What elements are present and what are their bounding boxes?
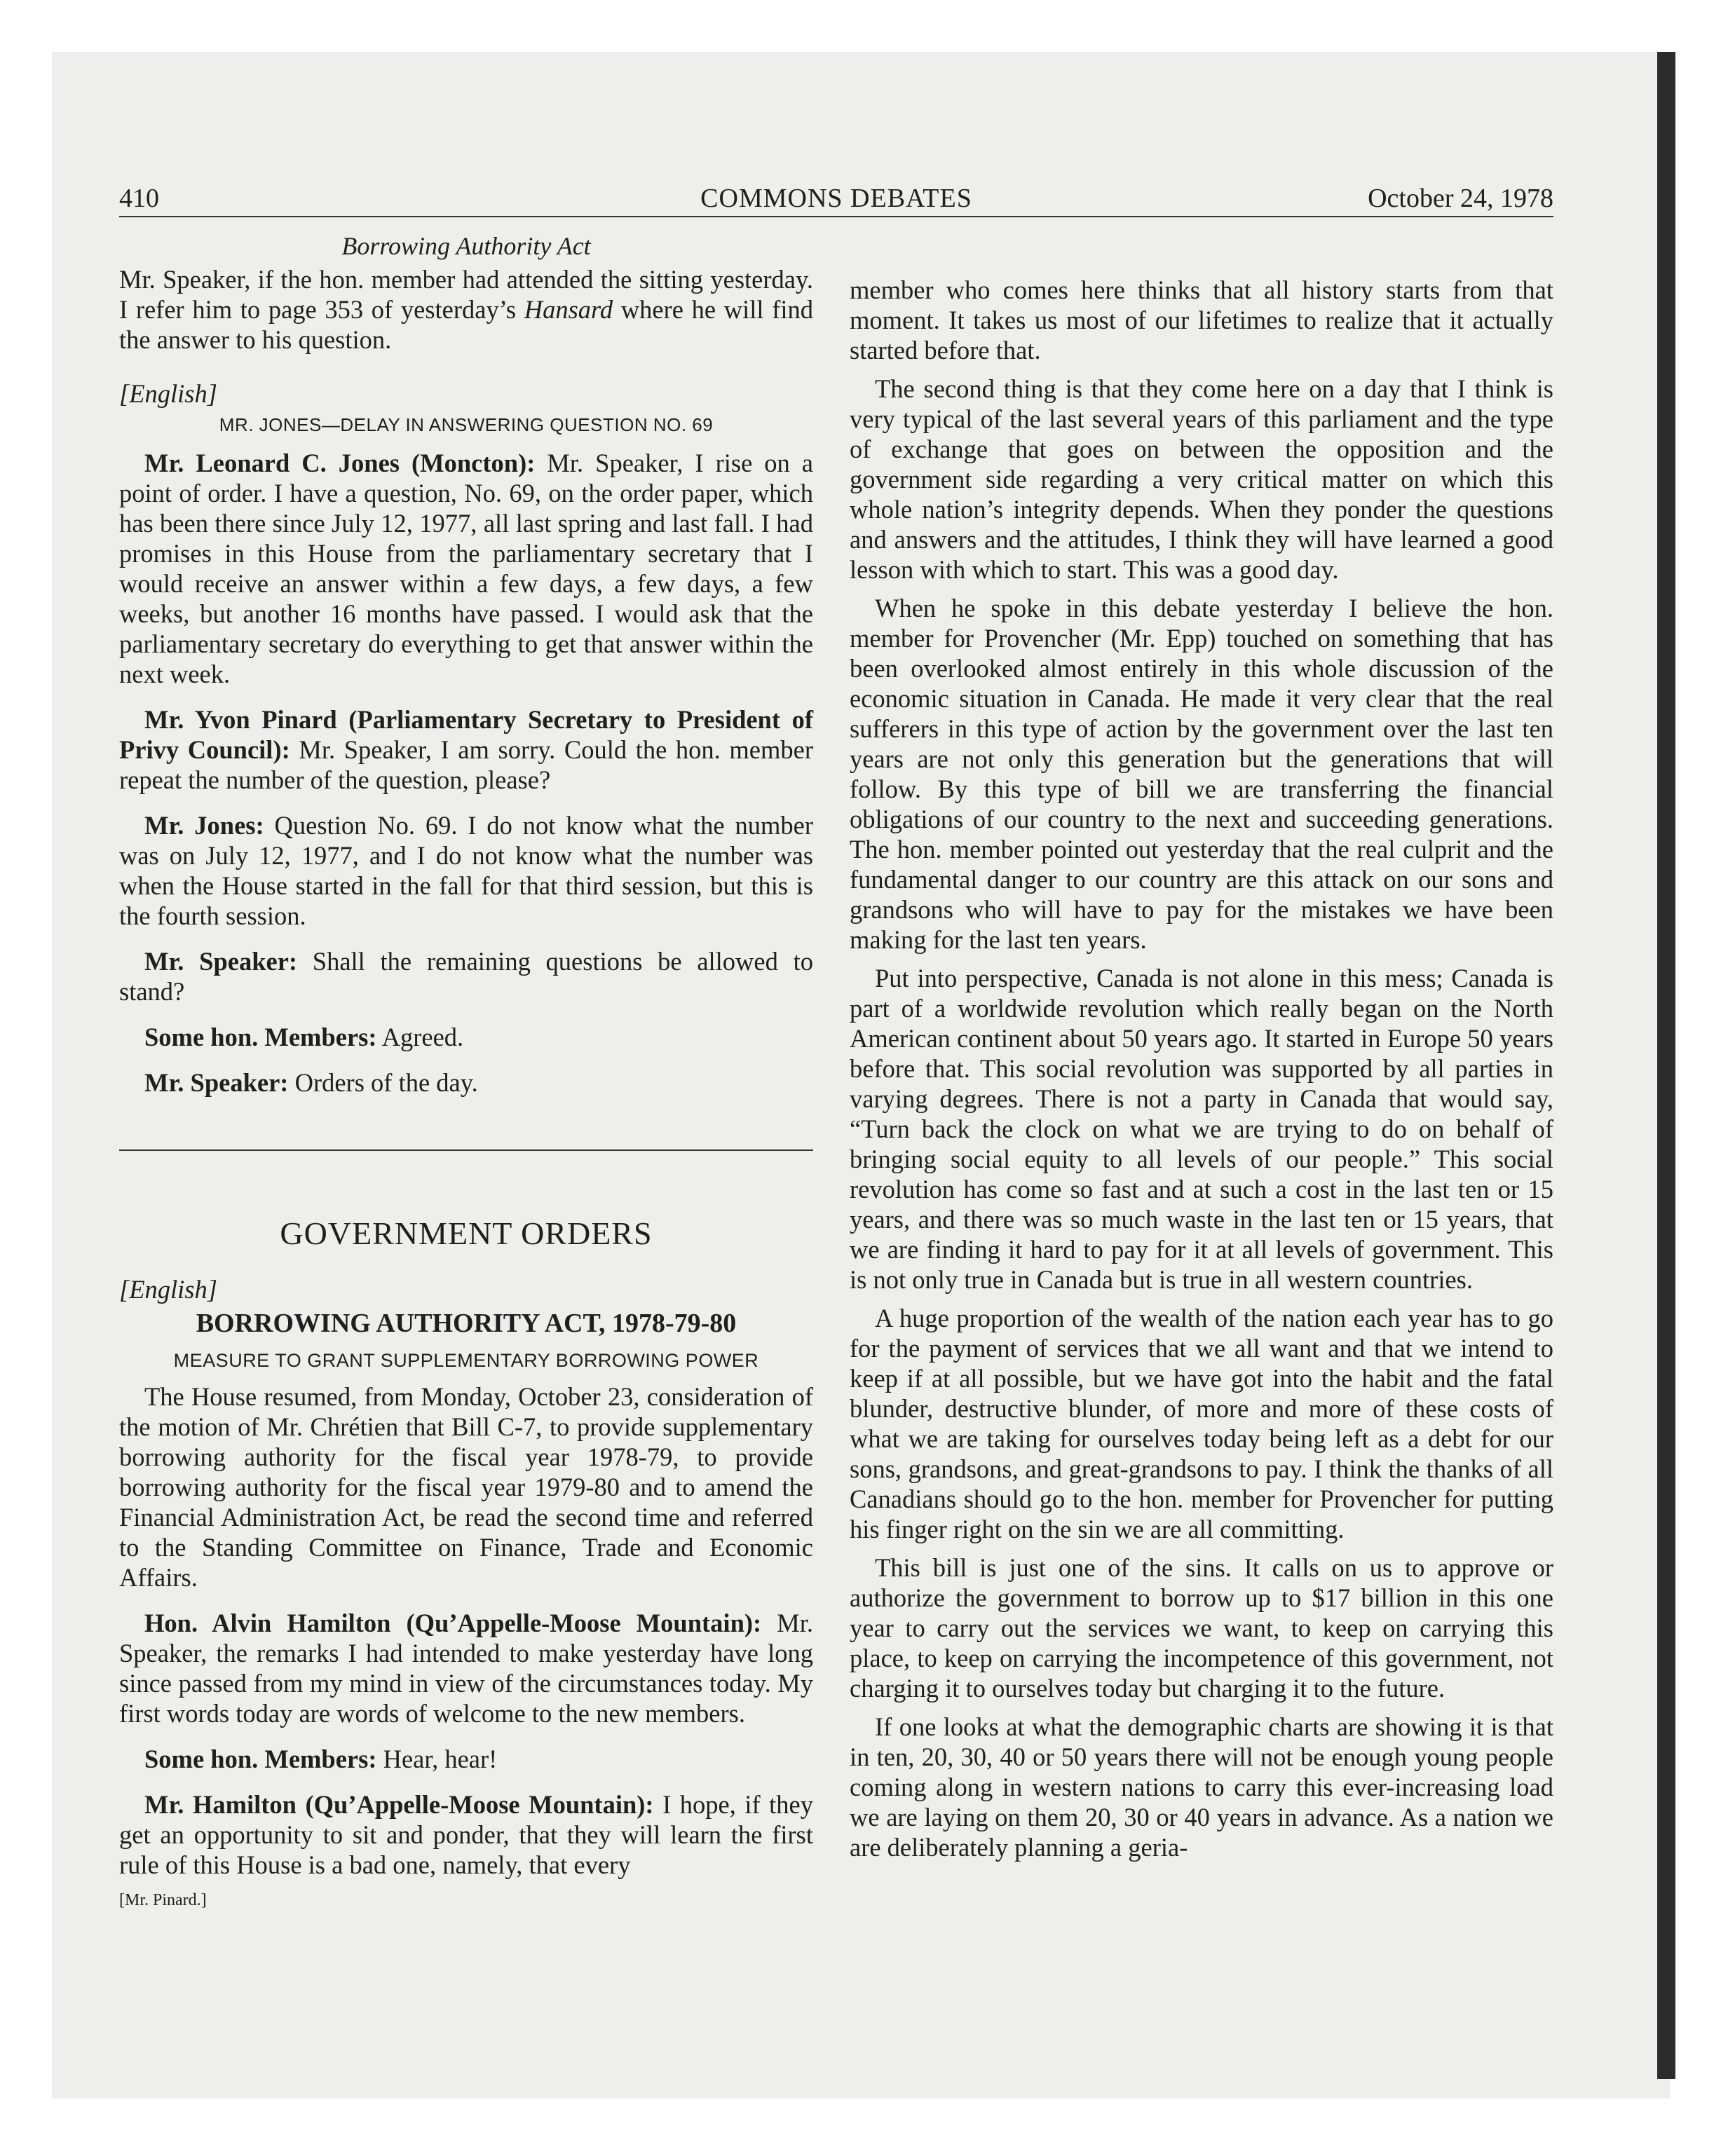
right-column: [850, 275, 1553, 2104]
speech: Mr. Speaker: Orders of the day.: [144, 1068, 478, 1097]
paragraph: When he spoke in this debate yesterday I believe the hon. member for Provencher (Mr. Epp) touched on something that has been overlooked almost entirely in this whole discussion of the economic situation in Canada. He made it very clear that the real sufferers in this type of action by the government over the last ten years are not only this generation but the generations that will follow. By this type of bill we are transferring the financial obligations of our country to the next and succeeding generations. The hon. member pointed out yesterday that the real culprit and the fundamental danger to our country are this attack on our sons and grandsons who will have to pay for the mistakes we have been making for the last ten years.: [850, 594, 1553, 954]
speech: Some hon. Members: Agreed.: [144, 1023, 464, 1051]
page-date: October 24, 1978: [1368, 184, 1553, 213]
speech: Mr. Yvon Pinard (Parliamentary Secretary to President of Privy Council): Mr. Speaker, I am sorry. Could the hon. member repeat the number of the question, please?: [119, 705, 813, 794]
left-column: [119, 231, 813, 2061]
topic-header: Borrowing Authority Act: [341, 232, 591, 260]
hansard-italic: Hansard: [524, 295, 613, 324]
paragraph: This bill is just one of the sins. It calls on us to approve or authorize the government to borrow up to $17 billion in this one year to carry out the services we want, to keep on carrying this place, to keep on carrying the incompetence of this government, not charging it to ourselves today but charging it to the future.: [850, 1553, 1553, 1703]
binding-edge: [1657, 52, 1675, 2079]
bill-subtitle: MEASURE TO GRANT SUPPLEMENTARY BORROWING POWER: [173, 1350, 759, 1371]
speaker-name: Some hon. Members:: [144, 1023, 377, 1051]
paragraph: Mr. Speaker, if the hon. member had attended the sitting yesterday. I refer him to page 353 of yesterday’s Hansard where he will find the answer to his question.: [119, 265, 813, 354]
subheading: MR. JONES—DELAY IN ANSWERING QUESTION NO. 69: [219, 414, 714, 435]
paragraph: A huge proportion of the wealth of the nation each year has to go for the payment of services that we all want and that we intend to keep if at all possible, but we have got into the habit and the fatal blunder, destructive blunder, of more and more of these costs of what we are taking for ourselves today being left as a debt for our sons, grandsons, and great-grandsons to pay. I think the thanks of all Canadians should go to the hon. member for Provencher for putting his finger right on the sin we are all committing.: [850, 1304, 1553, 1543]
paragraph: If one looks at what the demographic charts are showing it is that in ten, 20, 30, 40 or 50 years there will not be enough young people coming along in western nations to carry this ever-increasing load we are laying on them 20, 30 or 40 years in advance. As a nation we are deliberately planning a geria-: [850, 1712, 1553, 1862]
language-marker: [English]: [119, 1275, 217, 1304]
speaker-reference: [Mr. Pinard.]: [119, 1891, 207, 1909]
publication-title: COMMONS DEBATES: [700, 184, 972, 213]
speech: Mr. Speaker: Shall the remaining questions be allowed to stand?: [119, 947, 813, 1006]
language-marker: [English]: [119, 379, 217, 408]
bill-title: BORROWING AUTHORITY ACT, 1978-79-80: [196, 1309, 737, 1338]
section-divider: [119, 1149, 813, 1151]
speech: Hon. Alvin Hamilton (Qu’Appelle-Moose Mountain): Mr. Speaker, the remarks I had intended to make yesterday have long since passed from my mind in view of the circumstances today. My first words today are words of welcome to the new members.: [119, 1609, 813, 1728]
speaker-name: Mr. Hamilton (Qu’Appelle-Moose Mountain):: [144, 1790, 654, 1819]
paragraph: Put into perspective, Canada is not alone in this mess; Canada is part of a worldwide revolution which really began on the North American continent about 50 years ago. It started in Europe 50 years before that. This social revolution was supported by all parties in varying degrees. There is not a party in Canada that would say, “Turn back the clock on what we are trying to do on behalf of bringing social equity to all levels of our people.” This social revolution has come so fast and at such a cost in the last ten or 15 years, and there was so much waste in the last ten or 15 years, that we are finding it hard to pay for it at all levels of government. This is not only true in Canada but is true in all western countries.: [850, 964, 1553, 1294]
speaker-name: Mr. Yvon Pinard (Parliamentary Secretary to President of Privy Council):: [119, 705, 813, 764]
running-head: [119, 181, 1553, 217]
speech: Mr. Leonard C. Jones (Moncton): Mr. Speaker, I rise on a point of order. I have a question, No. 69, on the order paper, which has been there since July 12, 1977, all last spring and last fall. I had promises in this House from the parliamentary secretary that I would receive an answer within a few days, a few days, a few weeks, but another 16 months have passed. I would ask that the parliamentary secretary do everything to get that answer within the next week.: [119, 449, 814, 688]
speech: Mr. Jones: Question No. 69. I do not know what the number was on July 12, 1977, and I do not know what the number was when the House started in the fall for that third session, but this is the fourth session.: [119, 811, 813, 930]
paragraph: The House resumed, from Monday, October 23, consideration of the motion of Mr. Chrétien that Bill C-7, to provide supplementary borrowing authority for the fiscal year 1978-79, to provide borrowing authority for the fiscal year 1979-80 and to amend the Financial Administration Act, be read the second time and referred to the Standing Committee on Finance, Trade and Economic Affairs.: [119, 1382, 813, 1592]
paragraph: member who comes here thinks that all history starts from that moment. It takes us most of our lifetimes to realize that it actually started before that.: [850, 275, 1553, 364]
speaker-name: Mr. Jones:: [144, 811, 264, 840]
speaker-name: Some hon. Members:: [144, 1745, 377, 1773]
page-number: 410: [119, 184, 159, 213]
speech: Some hon. Members: Hear, hear!: [144, 1745, 498, 1773]
speaker-name: Mr. Leonard C. Jones (Moncton):: [144, 449, 536, 477]
speaker-name: Hon. Alvin Hamilton (Qu’Appelle-Moose Mountain):: [144, 1609, 762, 1637]
speaker-name: Mr. Speaker:: [144, 1068, 289, 1097]
speaker-name: Mr. Speaker:: [144, 947, 298, 976]
section-title: GOVERNMENT ORDERS: [280, 1215, 653, 1251]
paragraph: The second thing is that they come here on a day that I think is very typical of the last several years of this parliament and the type of exchange that goes on between the opposition and the government side regarding a very critical matter on which this whole nation’s integrity depends. When they ponder the questions and answers and the attitudes, I think they will have learned a good lesson with which to start. This was a good day.: [850, 374, 1553, 584]
speech: Mr. Hamilton (Qu’Appelle-Moose Mountain): I hope, if they get an opportunity to sit and ponder, that they will learn the first rule of this House is a bad one, namely, that every: [119, 1790, 813, 1879]
